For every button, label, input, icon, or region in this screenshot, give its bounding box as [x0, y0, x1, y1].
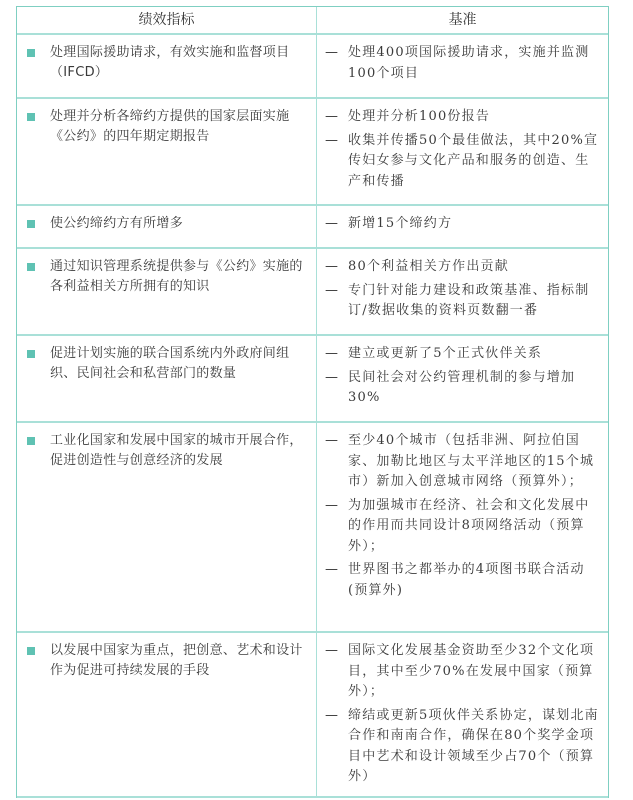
benchmark-text: 世界图书之都举办的4项图书联合活动(预算外) — [348, 562, 585, 598]
indicator-text: 处理国际援助请求，有效实施和监督项目（IFCD） — [50, 45, 290, 80]
indicator-text: 工业化国家和发展中国家的城市开展合作，促进创造性与创意经济的发展 — [50, 433, 303, 468]
indicator-cell — [17, 206, 317, 247]
benchmark-text: 专门针对能力建设和政策基准、指标制订/数据收集的资料页数翻一番 — [348, 282, 590, 318]
indicator-text: 处理并分析各缔约方提供的国家层面实施《公约》的四年期定期报告 — [50, 109, 290, 144]
benchmark-item — [323, 706, 600, 788]
table-row — [17, 99, 608, 206]
dash-bullet-icon: — — [325, 562, 338, 577]
benchmark-item — [323, 368, 600, 409]
dash-bullet-icon: — — [325, 497, 338, 513]
benchmark-cell — [317, 249, 608, 334]
benchmark-text: 缔结或更新5项伙伴关系协定，谋划北南合作和南南合作，确保在80个奖学金项目中艺术和设计领域至少占70个（预算外） — [348, 707, 599, 784]
benchmark-text: 收集并传播50个最佳做法，其中20%宣传妇女参与文化产品和服务的创造、生产和传播 — [348, 132, 599, 189]
square-bullet-icon — [27, 350, 35, 358]
square-bullet-icon — [27, 49, 35, 57]
dash-bullet-icon: — — [325, 132, 338, 148]
benchmark-item — [323, 43, 600, 84]
benchmark-cell — [317, 423, 608, 631]
table-row — [17, 206, 608, 249]
benchmark-text: 民间社会对公约管理机制的参与增加30% — [348, 369, 576, 405]
indicator-text: 使公约缔约方有所增多 — [50, 216, 184, 231]
dash-bullet-icon: — — [325, 282, 338, 298]
benchmark-item — [323, 131, 600, 193]
benchmark-text: 建立或更新了5个正式伙伴关系 — [348, 346, 543, 361]
square-bullet-icon — [27, 437, 35, 445]
benchmark-text: 80个利益相关方作出贡献 — [348, 259, 509, 274]
dash-bullet-icon: — — [325, 433, 338, 448]
dash-bullet-icon: — — [325, 216, 338, 231]
dash-bullet-icon: — — [325, 45, 338, 60]
benchmark-item — [323, 344, 600, 365]
header-benchmark: 基准 — [448, 12, 477, 28]
indicator-cell — [17, 633, 317, 796]
dash-bullet-icon: — — [325, 109, 338, 124]
benchmark-text: 处理并分析100份报告 — [348, 109, 491, 124]
benchmark-cell — [317, 633, 608, 796]
table-row — [17, 633, 608, 798]
indicator-cell — [17, 423, 317, 631]
benchmark-cell — [317, 336, 608, 421]
dash-bullet-icon: — — [325, 259, 338, 274]
header-indicator: 绩效指标 — [17, 7, 317, 33]
benchmark-cell — [317, 206, 608, 247]
table-header-row — [17, 6, 608, 35]
square-bullet-icon — [27, 113, 35, 121]
indicator-cell — [17, 336, 317, 421]
benchmark-item — [323, 641, 600, 703]
dash-bullet-icon: — — [325, 346, 338, 361]
table-row — [17, 249, 608, 336]
square-bullet-icon — [27, 263, 35, 271]
dash-bullet-icon: — — [325, 369, 338, 385]
table-row — [17, 336, 608, 423]
indicator-cell — [17, 99, 317, 204]
benchmark-text: 新增15个缔约方 — [348, 216, 453, 231]
table-row — [17, 35, 608, 99]
benchmark-text: 至少40个城市（包括非洲、阿拉伯国家、加勒比地区与太平洋地区的15个城市）新加入创意城市网络（预算外）； — [348, 433, 595, 489]
performance-indicators-table — [16, 6, 609, 798]
benchmark-text: 国际文化发展基金资助至少32个文化项目，其中至少70%在发展中国家（预算外）； — [348, 643, 595, 699]
dash-bullet-icon: — — [325, 643, 338, 658]
indicator-text: 以发展中国家为重点，把创意、艺术和设计作为促进可持续发展的手段 — [50, 643, 303, 678]
table-row — [17, 423, 608, 633]
benchmark-item — [323, 431, 600, 493]
square-bullet-icon — [27, 647, 35, 655]
indicator-cell — [17, 249, 317, 334]
square-bullet-icon — [27, 220, 35, 228]
benchmark-cell — [317, 99, 608, 204]
benchmark-item — [323, 281, 600, 322]
indicator-cell — [17, 35, 317, 97]
benchmark-item — [323, 496, 600, 558]
benchmark-item — [323, 107, 600, 128]
benchmark-cell — [317, 35, 608, 97]
benchmark-text: 为加强城市在经济、社会和文化发展中的作用而共同设计8项网络活动（预算外）； — [348, 497, 590, 554]
benchmark-item — [323, 257, 600, 278]
dash-bullet-icon: — — [325, 707, 338, 723]
benchmark-item — [323, 214, 600, 235]
benchmark-item — [323, 560, 600, 601]
indicator-text: 通过知识管理系统提供参与《公约》实施的各利益相关方所拥有的知识 — [50, 259, 303, 294]
indicator-text: 促进计划实施的联合国系统内外政府间组织、民间社会和私营部门的数量 — [50, 346, 290, 381]
benchmark-text: 处理400项国际援助请求，实施并监测100个项目 — [348, 45, 590, 81]
